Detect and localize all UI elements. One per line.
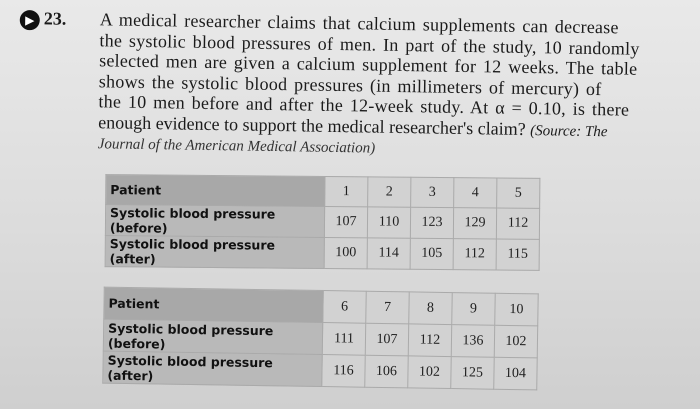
table-cell: 6 bbox=[323, 291, 366, 324]
table-cell: 112 bbox=[408, 324, 451, 357]
after-header: Systolic blood pressure (after) bbox=[105, 236, 324, 269]
problem-line: the 10 men before and after the 12-week study. At α = 0.10, is there bbox=[98, 91, 630, 120]
source-label: (Source: The bbox=[530, 122, 608, 140]
table-cell: 123 bbox=[410, 207, 453, 238]
table-cell: 100 bbox=[324, 238, 367, 269]
table-cell: 136 bbox=[451, 325, 494, 358]
table-cell: 114 bbox=[367, 238, 410, 269]
table-cell: 129 bbox=[453, 208, 496, 239]
table-cell: 2 bbox=[368, 177, 411, 207]
blood-pressure-table-2 bbox=[102, 287, 538, 391]
problem-line: enough evidence to support the medical researcher's claim? bbox=[98, 111, 526, 139]
table-cell: 102 bbox=[494, 325, 537, 358]
before-header: Systolic blood pressure (before) bbox=[103, 319, 322, 354]
problem-line: A medical researcher claims that calcium supplements can decrease bbox=[99, 9, 619, 38]
table-cell: 107 bbox=[324, 207, 367, 238]
problem-number: 23. bbox=[43, 8, 67, 29]
table-row bbox=[105, 236, 539, 271]
table-cell: 3 bbox=[411, 177, 454, 207]
table-row bbox=[103, 351, 537, 390]
blood-pressure-table-1 bbox=[105, 174, 541, 271]
problem-text bbox=[98, 9, 660, 163]
problem-23 bbox=[20, 6, 680, 157]
table-cell: 5 bbox=[497, 178, 540, 208]
table-cell: 116 bbox=[322, 355, 365, 388]
table-cell: 8 bbox=[409, 292, 452, 325]
patient-header: Patient bbox=[106, 175, 325, 207]
table-cell: 7 bbox=[366, 291, 409, 324]
table-row bbox=[105, 205, 539, 240]
table-row bbox=[106, 175, 540, 209]
table-cell: 105 bbox=[410, 238, 453, 269]
table-cell: 125 bbox=[451, 357, 494, 390]
after-header: Systolic blood pressure (after) bbox=[103, 351, 322, 386]
table-cell: 106 bbox=[365, 355, 408, 388]
before-header: Systolic blood pressure (before) bbox=[105, 205, 324, 238]
table-cell: 111 bbox=[322, 323, 365, 356]
table-cell: 110 bbox=[367, 207, 410, 238]
table-cell: 104 bbox=[494, 357, 537, 390]
table-cell: 112 bbox=[453, 239, 496, 270]
table-cell: 10 bbox=[495, 293, 538, 326]
table-cell: 107 bbox=[365, 323, 408, 356]
table-cell: 112 bbox=[496, 208, 539, 239]
problem-line: shows the systolic blood pressures (in millimeters of mercury) of bbox=[98, 70, 602, 99]
table-cell: 102 bbox=[408, 356, 451, 389]
table-cell: 1 bbox=[325, 177, 368, 207]
table-cell: 115 bbox=[496, 239, 539, 270]
table-cell: 9 bbox=[452, 293, 495, 326]
exercise-badge-icon: ▶ bbox=[20, 10, 40, 30]
table-cell: 4 bbox=[454, 178, 497, 208]
problem-line: selected men are given a calcium supplement for 12 weeks. The table bbox=[99, 50, 638, 79]
journal-citation: Journal of the American Medical Association) bbox=[97, 136, 376, 157]
problem-line: the systolic blood pressures of men. In part of the study, 10 randomly bbox=[99, 29, 640, 59]
patient-header: Patient bbox=[104, 287, 323, 322]
